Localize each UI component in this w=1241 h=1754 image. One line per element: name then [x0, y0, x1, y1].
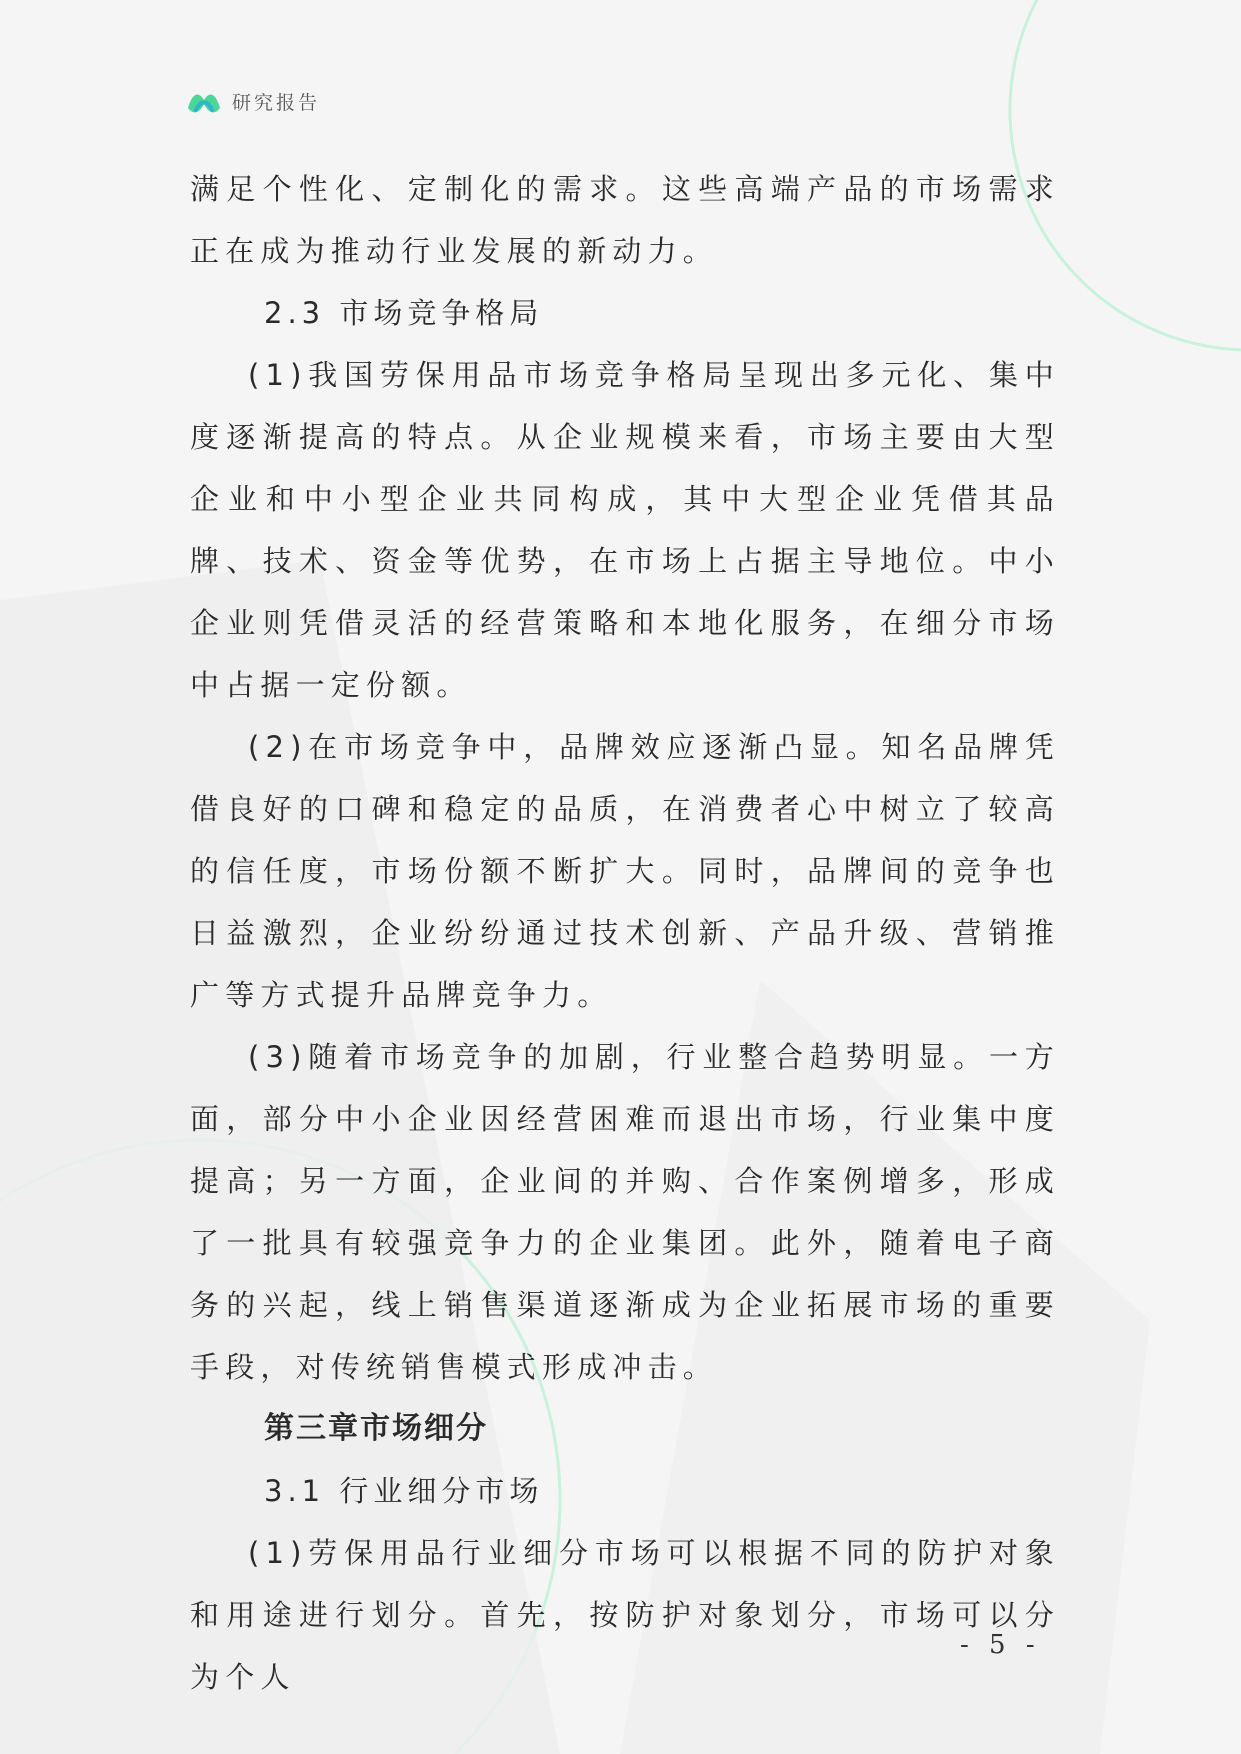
brand-logo-icon [186, 86, 222, 116]
section-heading-2-3: 2.3 市场竞争格局 [264, 296, 544, 330]
paragraph-2-3-3: (3)随着市场竞争的加剧，行业整合趋势明显。一方面，部分中小企业因经营困难而退出市场，行业集中度提高；另一方面，企业间的并购、合作案例增多，形成了一批具有较强竞争力的企业集团。此外，随着电子商务的兴起，线上销售渠道逐渐成为企业拓展市场的重要手段，对传统销售模式形成冲击。 [190, 1040, 1060, 1384]
paragraph-3-1-1: (1)劳保用品行业细分市场可以根据不同的防护对象和用途进行划分。首先，按防护对象划分，市场可以分为个人 [190, 1536, 1060, 1694]
header-title: 研究报告 [232, 91, 321, 114]
section-heading-3-1: 3.1 行业细分市场 [264, 1474, 544, 1508]
page-content [190, 158, 1060, 1708]
paragraph-intro: 满足个性化、定制化的需求。这些高端产品的市场需求正在成为推动行业发展的新动力。 [190, 172, 1060, 268]
paragraph-2-3-2: (2)在市场竞争中，品牌效应逐渐凸显。知名品牌凭借良好的口碑和稳定的品质，在消费者心中树立了较高的信任度，市场份额不断扩大。同时，品牌间的竞争也日益激烈，企业纷纷通过技术创新、产品升级、营销推广等方式提升品牌竞争力。 [190, 730, 1060, 1012]
report-header [186, 86, 320, 116]
paragraph-2-3-1: (1)我国劳保用品市场竞争格局呈现出多元化、集中度逐渐提高的特点。从企业规模来看，市场主要由大型企业和中小型企业共同构成，其中大型企业凭借其品牌、技术、资金等优势，在市场上占据主导地位。中小企业则凭借灵活的经营策略和本地化服务，在细分市场中占据一定份额。 [190, 358, 1060, 702]
page-number: - 5 - [960, 1630, 1041, 1660]
chapter-heading-3: 第三章市场细分 [264, 1411, 488, 1446]
